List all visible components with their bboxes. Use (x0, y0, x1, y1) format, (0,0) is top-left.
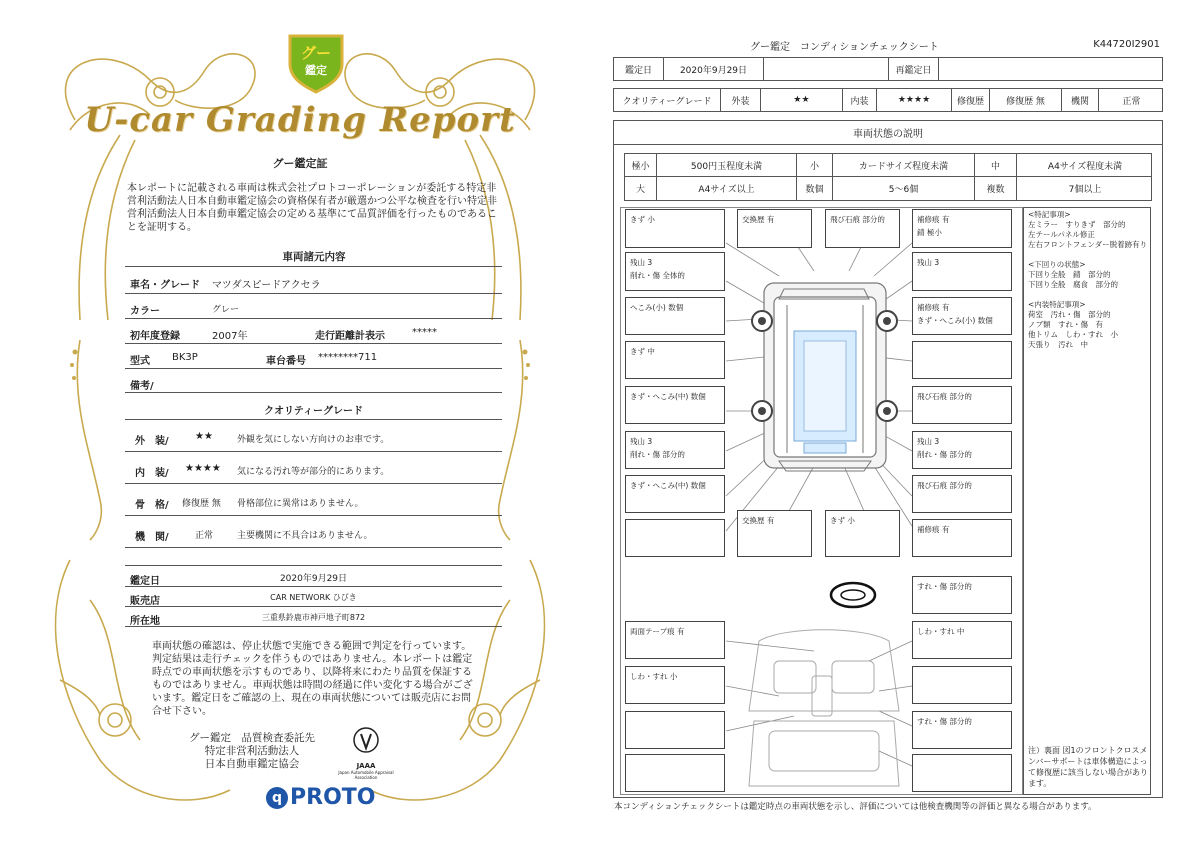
reappraisal-label: 再鑑定日 (889, 58, 939, 80)
svg-text:鑑定: 鑑定 (305, 64, 327, 77)
jaaa-logo (336, 726, 396, 780)
jaaa-emblem-icon (352, 726, 380, 758)
color-label: カラー (130, 306, 160, 317)
panel-right-8: 補修痕 有 (912, 519, 1012, 557)
exterior-label: 外装 (721, 89, 761, 111)
date-bar (613, 57, 1163, 81)
panel-left-4: きず 中 (625, 341, 725, 379)
address-label: 所在地 (130, 616, 160, 627)
spec-heading: 車両諸元内容 (282, 251, 346, 263)
interior-label: 内装 (843, 89, 877, 111)
appraisal-organization (172, 732, 332, 771)
panel-left-12 (625, 754, 725, 792)
remarks-label: 備考/ (130, 381, 154, 392)
proto-logo (266, 785, 375, 810)
scale-key-5: 数個 (797, 177, 833, 200)
interior-label: 内 装/ (135, 468, 169, 479)
certificate-intro: 本レポートに記載される車両は株式会社プロトコーポレーションが委託する特定非営利活動法人日本自動車鑑定協会の資格保有者が厳選かつ公平な検査を行い特定非営利活動法人日本自動車鑑定協会の定める基準にて品質評価を行ったものであることを証明する。 (127, 183, 497, 233)
panel-left-2: 残山 3 削れ・傷 全体的 (625, 252, 725, 291)
scale-val-3: A4サイズ程度未満 (1047, 161, 1123, 172)
org-line-1: グー鑑定 品質検査委託先 (189, 732, 315, 744)
note-line: 下回り全般 腐食 部分的 (1028, 280, 1118, 289)
panel-left-7: きず・へこみ(中) 数個 (625, 475, 725, 513)
interior-desc: 気になる汚れ等が部分的にあります。 (237, 467, 390, 477)
scale-val-4: A4サイズ以上 (657, 177, 797, 200)
quality-label: クオリティーグレード (614, 89, 721, 111)
frame-value: 修復歴 無 (182, 499, 221, 509)
panel-left-9: 両面テープ痕 有 (625, 621, 725, 659)
scale-key-2: 小 (797, 154, 833, 176)
scale-val-6: 7個以上 (1068, 185, 1102, 195)
dealer-value: CAR NETWORK ひびき (270, 593, 357, 602)
exterior-desc: 外観を気にしない方向けのお車です。 (237, 435, 390, 445)
panel-right-7: 飛び石痕 部分的 (912, 475, 1012, 513)
sheet-bottom-note: 本コンディションチェックシートは鑑定時点の車両状態を示し、評価については他検査機関等の評価と異なる場合があります。 (614, 802, 1097, 812)
panel-left-3: へこみ(小) 数個 (625, 297, 725, 335)
condition-check-sheet (600, 0, 1200, 848)
dealer-row (125, 587, 502, 607)
engine-desc: 主要機関に不具合はありません。 (237, 531, 373, 541)
scale-val-5: 5～6個 (833, 177, 975, 200)
engine-label: 機 関/ (135, 532, 169, 543)
quality-heading: クオリティーグレード (264, 406, 363, 417)
date-label: 鑑定日 (130, 576, 160, 587)
scale-val-2: カードサイズ程度未満 (833, 154, 975, 176)
frame-label: 骨 格/ (135, 500, 169, 511)
panel-right-5: 飛び石痕 部分的 (912, 386, 1012, 424)
address-value: 三重県鈴鹿市神戸地子町872 (261, 613, 366, 622)
frame-row (125, 484, 502, 516)
certificate-footer-note: 車両状態の確認は、停止状態で実施できる範囲で判定を行っています。判定結果は走行チェックを伴うものではありません。本レポートは鑑定時点での車両状態を示すものであり、以降将来にわたり品質を保証するものではありません。車両状態は時間の経過に伴い変化する場合がございます。鑑定日をご確認の上、現在の車両状態については販売店にお問合せ下さい。 (152, 641, 473, 717)
dealer-label: 販売店 (130, 596, 160, 607)
note-spacer (1028, 290, 1148, 300)
steering-wheel-icon (831, 583, 875, 607)
remarks-row (125, 369, 502, 393)
panel-right-4 (912, 341, 1012, 379)
note-line: ノブ類 すれ・傷 有 (1028, 320, 1103, 329)
engine-value: 正常 (1122, 96, 1141, 107)
panel-right-2: 残山 3 (912, 252, 1012, 291)
proto-mark-icon: q (266, 787, 288, 809)
panel-bottom-1: 交換歴 有 (737, 510, 812, 557)
certificate-title: U-car Grading Report (84, 100, 516, 140)
panel-left-11 (625, 711, 725, 749)
scale-val-1: 500円玉程度未満 (657, 154, 797, 176)
chassis-value: ********711 (318, 352, 378, 363)
note-line: 下回り全般 錆 部分的 (1028, 270, 1111, 279)
sheet-title: グー鑑定 コンディションチェックシート (750, 42, 939, 53)
date-spacer (764, 58, 889, 80)
quality-heading-row (125, 393, 502, 420)
reappraisal-value (939, 58, 1164, 80)
special-notes (1028, 210, 1148, 350)
address-row (125, 607, 502, 627)
notes-footer: 注）裏面 図1のフロントクロスメンバーサポートは車体構造によって修復歴に該当しない場合があります。 (1028, 746, 1148, 788)
vehicle-state-area (613, 120, 1163, 798)
panel-left-1: きず 小 (625, 209, 725, 248)
exterior-stars: ★★ (761, 89, 843, 111)
note-line: 荷室 汚れ・傷 部分的 (1028, 310, 1111, 319)
spec-table (125, 266, 502, 548)
engine-value: 正常 (195, 531, 214, 541)
panel-right-12: すれ・傷 部分的 (912, 711, 1012, 749)
svg-text:グー: グー (300, 44, 332, 62)
jaaa-abbr: JAAA (356, 762, 376, 770)
note-line: 左テールパネル修正 (1028, 230, 1095, 239)
shop-table (125, 565, 502, 627)
engine-label: 機関 (1062, 89, 1099, 111)
model-label: 車名・グレード (130, 280, 200, 291)
year-row (125, 319, 502, 344)
exterior-stars: ★★ (195, 431, 213, 442)
model-value: マツダスピードアクセラ (212, 280, 321, 291)
year-label: 初年度登録 (130, 331, 180, 342)
appraisal-date-label: 鑑定日 (614, 58, 664, 80)
note-line: 左右フロントフェンダー脱着跡有り (1028, 240, 1148, 249)
car-interior-view-shape (749, 630, 899, 786)
panel-right-10: しわ・すれ 中 (912, 621, 1012, 659)
panel-top-1: 交換歴 有 (737, 209, 812, 248)
sheet-code: K44720I2901 (1093, 39, 1160, 50)
mileage-value: ***** (412, 327, 437, 338)
note-line: 他トリム しわ・すれ 小 (1028, 330, 1118, 339)
chassis-label: 車台番号 (266, 356, 306, 367)
note-spacer (1028, 250, 1148, 260)
quality-bar (613, 88, 1163, 112)
panel-top-2: 飛び石痕 部分的 (825, 209, 900, 248)
exterior-label: 外 装/ (135, 436, 169, 447)
date-row (125, 566, 502, 587)
interior-stars: ★★★★ (185, 463, 221, 474)
exterior-row (125, 420, 502, 452)
proto-logo-text: PROTO (290, 785, 376, 810)
org-line-3: 日本自動車鑑定協会 (204, 758, 300, 770)
panel-right-9: すれ・傷 部分的 (912, 576, 1012, 614)
interior-stars: ★★★★ (877, 89, 952, 111)
repair-value: 修復歴 無 (990, 89, 1062, 111)
panel-right-11 (912, 666, 1012, 704)
panel-right-13 (912, 754, 1012, 792)
scale-key-4: 大 (625, 177, 657, 200)
panel-bottom-2: きず 小 (825, 510, 900, 557)
note-line: <下回りの状態> (1028, 260, 1086, 269)
type-label: 型式 (130, 356, 150, 367)
date-value: 2020年9月29日 (279, 574, 348, 584)
jaaa-name: Japan Automobile Appraisal Association (338, 770, 394, 780)
certificate-subtitle: グー鑑定証 (272, 157, 328, 170)
color-value: グレー (212, 305, 240, 315)
panel-right-3: 補修痕 有 きず・へこみ(小) 数個 (912, 297, 1012, 335)
appraisal-date-value: 2020年9月29日 (664, 58, 764, 80)
type-row (125, 344, 502, 369)
frame-desc: 骨格部位に異常はありません。 (237, 499, 364, 509)
model-row (125, 267, 502, 294)
panel-left-10: しわ・すれ 小 (625, 666, 725, 704)
panel-right-6: 残山 3 削れ・傷 部分的 (912, 431, 1012, 469)
note-line: 左ミラー すりきず 部分的 (1028, 220, 1126, 229)
interior-row (125, 452, 502, 484)
type-value: BK3P (172, 352, 198, 363)
mileage-label: 走行距離計表示 (315, 331, 385, 342)
scale-key-3: 中 (975, 154, 1017, 176)
panel-right-1: 補修痕 有 錆 極小 (912, 209, 1012, 248)
color-row (125, 294, 502, 319)
note-line: <特記事項> (1028, 210, 1071, 219)
panel-left-8 (625, 519, 725, 557)
state-heading: 車両状態の説明 (614, 121, 1162, 145)
engine-row (125, 516, 502, 548)
scale-key-6: 複数 (975, 177, 1017, 200)
note-line: <内装特記事項> (1028, 300, 1086, 309)
panel-left-5: きず・へこみ(中) 数個 (625, 386, 725, 424)
note-line: 天張り 汚れ 中 (1028, 340, 1088, 349)
scale-key-1: 極小 (625, 154, 657, 176)
repair-label: 修復歴 (952, 89, 990, 111)
goo-kantei-shield-logo (284, 30, 348, 94)
org-line-2: 特定非営利活動法人 (204, 745, 300, 757)
panel-left-6: 残山 3 削れ・傷 部分的 (625, 431, 725, 469)
year-value: 2007年 (212, 331, 248, 342)
